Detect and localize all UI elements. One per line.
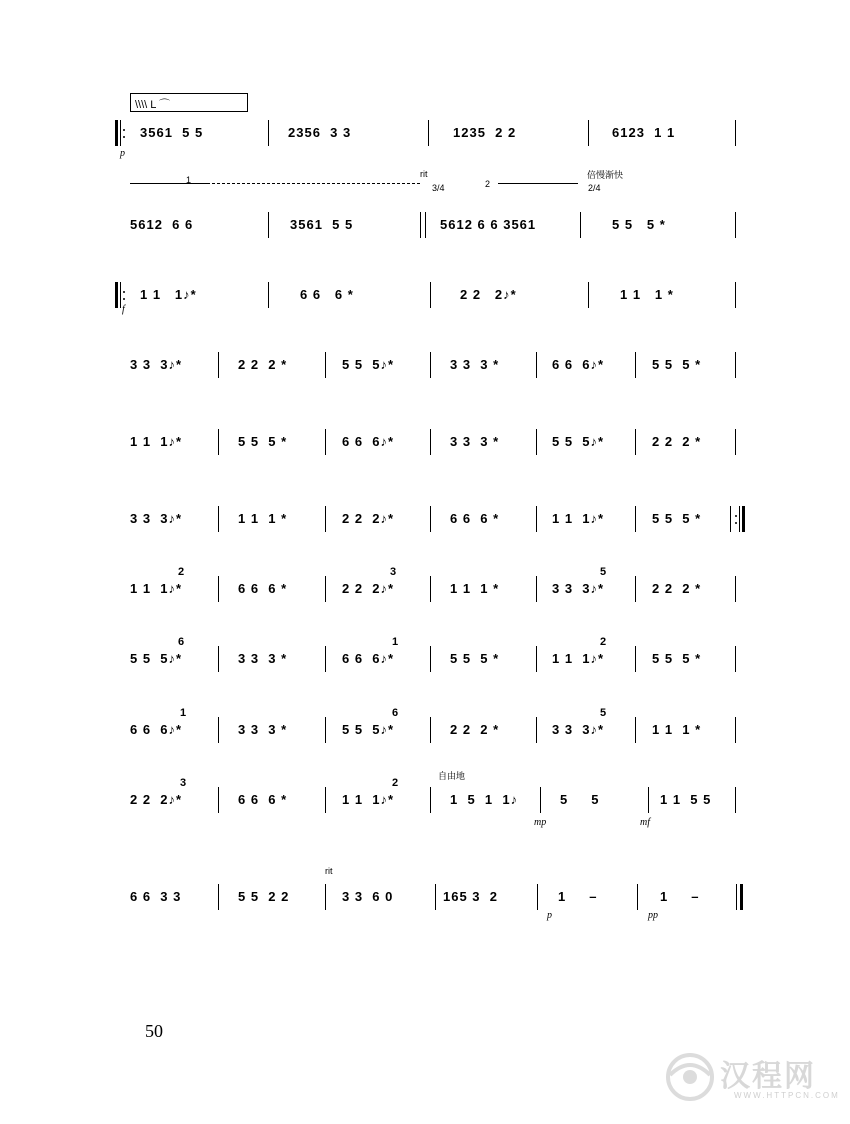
measure: 3561 5 5 <box>140 125 204 140</box>
volta-bracket <box>498 183 578 194</box>
measure: 1 – <box>558 889 598 904</box>
barline <box>540 787 541 813</box>
grace-note: 6 <box>392 707 399 719</box>
volta-bracket <box>130 183 210 194</box>
barline <box>268 282 269 308</box>
tempo-mark: 倍慢渐快 <box>587 170 624 180</box>
repeat-start <box>115 120 127 146</box>
dynamic-mark: p <box>120 148 125 159</box>
measure: 165 3 2 <box>443 889 498 904</box>
barline <box>648 787 649 813</box>
time-sig-2-4: 2/4 <box>588 183 601 193</box>
measure: 3 3 3 * <box>450 357 500 372</box>
system-8 <box>100 636 750 682</box>
barline <box>435 884 436 910</box>
measure: 6 6 6 * <box>238 581 288 596</box>
barline <box>430 429 431 455</box>
watermark <box>660 1045 840 1115</box>
measure: 2 2 2♪* <box>460 287 517 302</box>
barline <box>536 506 537 532</box>
measure: 3 3 3♪* <box>130 357 183 372</box>
barline <box>635 429 636 455</box>
repeat-end <box>733 506 745 532</box>
measure: 5612 6 6 <box>130 217 194 232</box>
barline <box>736 884 737 910</box>
header-box-text: \\\\ L ⌒ <box>135 99 171 111</box>
barline <box>536 717 537 743</box>
barline <box>735 352 736 378</box>
system-11 <box>100 866 750 921</box>
measure: 6 6 3 3 <box>130 889 182 904</box>
barline <box>218 576 219 602</box>
system-9 <box>100 707 750 753</box>
rit-mark: rit <box>420 169 428 179</box>
measure: 3 3 6 0 <box>342 889 394 904</box>
barline <box>218 787 219 813</box>
grace-note: 3 <box>180 777 187 789</box>
volta-dash <box>212 183 420 194</box>
barline <box>735 576 736 602</box>
barline <box>735 120 736 146</box>
measure: 5 5 5 * <box>652 511 702 526</box>
barline <box>325 506 326 532</box>
barline <box>430 282 431 308</box>
measure: 1235 2 2 <box>453 125 517 140</box>
barline <box>588 282 589 308</box>
measure: 2 2 2♪* <box>342 581 395 596</box>
barline <box>735 212 736 238</box>
barline <box>325 576 326 602</box>
measure: 3 3 3 * <box>450 434 500 449</box>
measure: 3 3 3 * <box>238 722 288 737</box>
measure: 2356 3 3 <box>288 125 352 140</box>
measure: 3 3 3♪* <box>130 511 183 526</box>
barline <box>588 120 589 146</box>
barline <box>268 120 269 146</box>
free-tempo-mark: 自由地 <box>438 771 466 781</box>
barline <box>268 212 269 238</box>
measure: 5 5 5♪* <box>342 357 395 372</box>
barline <box>635 646 636 672</box>
measure: 3 3 3 * <box>238 651 288 666</box>
header-box <box>130 93 248 112</box>
measure: 1 1 1♪* <box>552 511 605 526</box>
barline <box>218 429 219 455</box>
measure: 1 1 1 * <box>620 287 674 302</box>
barline <box>325 429 326 455</box>
system-6 <box>100 502 750 542</box>
grace-note: 5 <box>600 566 607 578</box>
grace-note: 2 <box>392 777 399 789</box>
page-number: 50 <box>145 1021 163 1041</box>
system-2 <box>100 169 750 248</box>
dynamic-mark: p <box>547 910 552 921</box>
measure: 5 5 <box>560 792 600 807</box>
barline <box>580 212 581 238</box>
measure: 6 6 6 * <box>238 792 288 807</box>
barline <box>430 646 431 672</box>
grace-note: 2 <box>178 566 185 578</box>
barline <box>735 429 736 455</box>
measure: 3 3 3♪* <box>552 581 605 596</box>
grace-note: 5 <box>600 707 607 719</box>
barline <box>537 884 538 910</box>
measure: 3561 5 5 <box>290 217 354 232</box>
barline <box>430 576 431 602</box>
barline <box>635 352 636 378</box>
measure: 2 2 2 * <box>652 434 702 449</box>
final-barline <box>740 884 743 910</box>
measure: 6 6 6♪* <box>342 434 395 449</box>
measure: 3 3 3♪* <box>552 722 605 737</box>
measure: 6123 1 1 <box>612 125 676 140</box>
measure: 1 1 1 * <box>238 511 288 526</box>
barline <box>735 282 736 308</box>
grace-note: 3 <box>390 566 397 578</box>
dynamic-mark: f <box>122 304 125 315</box>
measure: 5 5 5 * <box>652 357 702 372</box>
barline <box>218 646 219 672</box>
barline <box>428 120 429 146</box>
measure: 6 6 6♪* <box>342 651 395 666</box>
barline <box>536 352 537 378</box>
watermark-url: WWW.HTTPCN.COM <box>734 1091 840 1100</box>
measure: 6 6 6 * <box>450 511 500 526</box>
dynamic-mark: mf <box>640 817 650 828</box>
barline <box>730 506 731 532</box>
barline <box>536 429 537 455</box>
measure: 5 5 5 * <box>612 217 666 232</box>
barline <box>430 717 431 743</box>
measure: 5 5 5♪* <box>130 651 183 666</box>
system-4 <box>100 348 750 388</box>
barline <box>536 576 537 602</box>
measure: 1 1 1♪* <box>342 792 395 807</box>
measure: 1 1 1♪* <box>140 287 197 302</box>
measure: 1 1 1 * <box>652 722 702 737</box>
measure: 6 6 6 * <box>300 287 354 302</box>
barline <box>430 352 431 378</box>
barline <box>218 352 219 378</box>
barline <box>635 506 636 532</box>
volta-2: 2 <box>485 179 491 189</box>
measure: 1 – <box>660 889 700 904</box>
measure: 1 1 1♪* <box>130 581 183 596</box>
measure: 1 1 1♪* <box>552 651 605 666</box>
system-7 <box>100 566 750 612</box>
grace-note: 1 <box>180 707 187 719</box>
time-sig-3-4: 3/4 <box>432 183 445 193</box>
measure: 1 1 5 5 <box>660 792 712 807</box>
barline <box>430 506 431 532</box>
barline <box>420 212 421 238</box>
barline <box>536 646 537 672</box>
barline <box>218 884 219 910</box>
barline <box>325 646 326 672</box>
measure: 5 5 5 * <box>652 651 702 666</box>
measure: 1 1 1♪* <box>130 434 183 449</box>
barline <box>637 884 638 910</box>
grace-note: 1 <box>392 636 399 648</box>
measure: 5 5 2 2 <box>238 889 290 904</box>
barline <box>218 506 219 532</box>
measure: 1 1 1 * <box>450 581 500 596</box>
barline <box>425 212 426 238</box>
dynamic-mark: pp <box>648 910 658 921</box>
system-3 <box>100 278 750 318</box>
measure: 2 2 2 * <box>450 722 500 737</box>
barline <box>635 717 636 743</box>
rit-mark: rit <box>325 866 333 876</box>
measure: 2 2 2♪* <box>342 511 395 526</box>
barline <box>325 352 326 378</box>
measure: 6 6 6♪* <box>552 357 605 372</box>
measure: 5 5 5♪* <box>342 722 395 737</box>
measure: 2 2 2♪* <box>130 792 183 807</box>
barline <box>635 576 636 602</box>
measure: 5 5 5 * <box>450 651 500 666</box>
dynamic-mark: mp <box>534 817 547 828</box>
barline <box>325 884 326 910</box>
repeat-start <box>115 282 127 308</box>
barline <box>325 717 326 743</box>
barline <box>218 717 219 743</box>
system-1 <box>100 116 750 159</box>
measure: 1 5 1 1♪ <box>450 792 519 807</box>
watermark-text: 汉程网 <box>720 1060 816 1093</box>
grace-note: 2 <box>600 636 607 648</box>
grace-note: 6 <box>178 636 185 648</box>
barline <box>325 787 326 813</box>
measure: 5612 6 6 3561 <box>440 217 537 232</box>
system-10 <box>100 771 750 828</box>
measure: 2 2 2 * <box>238 357 288 372</box>
measure: 2 2 2 * <box>652 581 702 596</box>
measure: 5 5 5 * <box>238 434 288 449</box>
measure: 5 5 5♪* <box>552 434 605 449</box>
measure: 6 6 6♪* <box>130 722 183 737</box>
barline <box>735 646 736 672</box>
system-5 <box>100 425 750 465</box>
barline <box>735 787 736 813</box>
volta-1: 1 <box>186 175 192 185</box>
barline <box>735 717 736 743</box>
watermark-logo-icon <box>660 1045 720 1105</box>
barline <box>430 787 431 813</box>
